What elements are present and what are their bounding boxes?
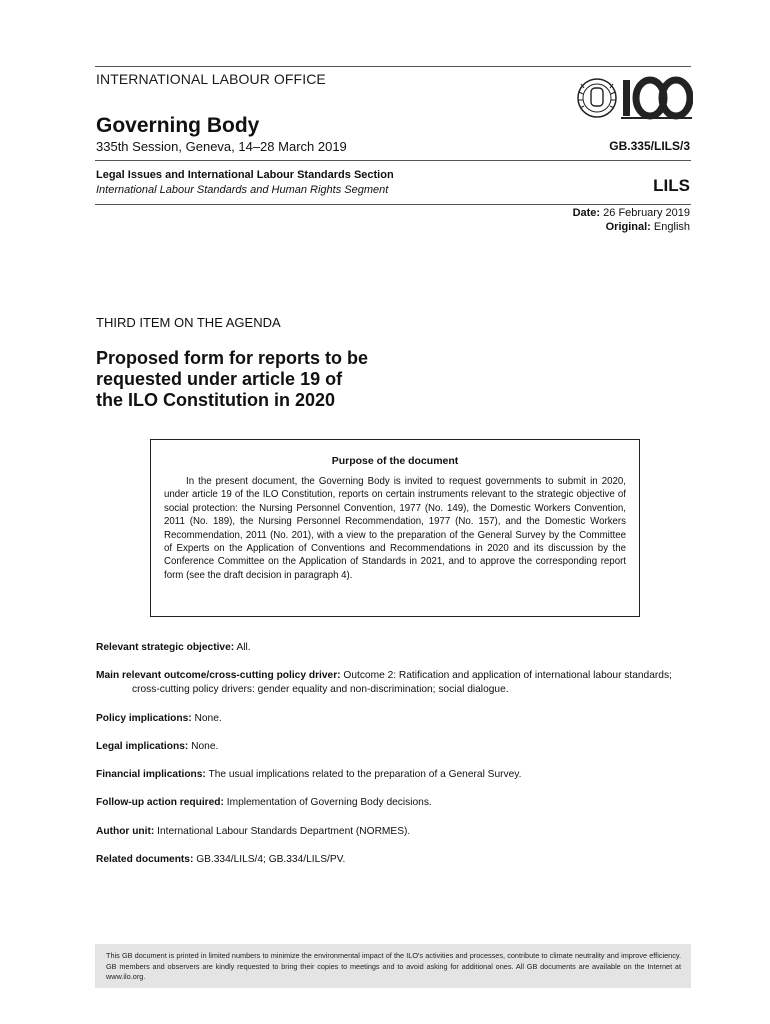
purpose-box [150, 439, 640, 617]
author-unit [96, 825, 666, 839]
purpose-body: In the present document, the Governing Body is invited to request governments to submit in 2020, under article 19 of the ILO Constitution, reports on certain instruments relevant to the strategic objective of social protection: the Nursing Personnel Convention, 1977 (No. 149), the Domestic Workers Convention, 2011 (No. 189), the Nursing Personnel Recommendation, 1977 (No. 157), and the Domestic Workers Recommendation, 2011 (No. 201), with a view to the preparation of the General Survey by the Committee of Experts on the Application of Conventions and Recommendations in 2020 and its discussion by the Conference Committee on the Application of Standards in 2021, and to approve the corresponding report form (see the draft decision in paragraph 4). [164, 476, 626, 581]
legal-label: Legal implications: [96, 741, 189, 752]
session-info: 335th Session, Geneva, 14–28 March 2019 [96, 139, 347, 154]
financial-value: The usual implications related to the preparation of a General Survey. [208, 769, 522, 780]
legal-implications [96, 740, 666, 754]
document-original [606, 221, 690, 233]
section-code: LILS [653, 176, 690, 195]
ilo-100-logo [575, 74, 693, 124]
document-title-line: the ILO Constitution in 2020 [96, 390, 336, 410]
main-outcome [96, 669, 702, 697]
outcome-value: Outcome 2: Ratification and application of international labour standards; cross-cutting policy drivers: gender equality and non-discrimination; social dialogue. [132, 670, 672, 695]
top-rule [95, 66, 691, 67]
strategic-label: Relevant strategic objective: [96, 642, 235, 653]
followup-value: Implementation of Governing Body decisions. [226, 797, 432, 808]
document-title-line: Proposed form for reports to be [96, 348, 369, 368]
related-documents [96, 853, 666, 867]
office-name: INTERNATIONAL LABOUR OFFICE [96, 71, 326, 87]
strategic-value: All. [236, 642, 251, 653]
author-label: Author unit: [96, 826, 155, 837]
footer-notice [95, 944, 691, 988]
original-label: Original: [605, 221, 651, 233]
legal-value: None. [191, 741, 219, 752]
document-title-line: requested under article 19 of [96, 369, 343, 389]
segment-name: International Labour Standards and Human Rights Segment [96, 184, 389, 196]
outcome-label: Main relevant outcome/cross-cutting policy driver: [96, 670, 341, 681]
footer-text: This GB document is printed in limited numbers to minimize the environmental impact of the ILO's activities and processes, contribute to climate neutrality and improve efficiency. GB members and observers are kindly requested to bring their copies to meetings and to avoid asking for additional ones. All GB documents are available on the Internet at www.ilo.org. [106, 951, 681, 981]
policy-value: None. [194, 713, 222, 724]
date-value: 26 February 2019 [603, 207, 690, 219]
policy-implications [96, 712, 666, 726]
purpose-heading: Purpose of the document [331, 455, 459, 467]
document-reference: GB.335/LILS/3 [609, 139, 690, 153]
strategic-objective [96, 641, 666, 655]
author-value: International Labour Standards Department (NORMES). [157, 826, 411, 837]
document-title [96, 348, 476, 411]
policy-label: Policy implications: [96, 713, 192, 724]
financial-implications [96, 768, 666, 782]
financial-label: Financial implications: [96, 769, 206, 780]
follow-up-action [96, 796, 666, 810]
governing-body-title: Governing Body [96, 114, 260, 137]
related-value: GB.334/LILS/4; GB.334/LILS/PV. [196, 854, 346, 865]
document-date [573, 207, 690, 219]
section-rule [95, 204, 691, 205]
agenda-item: THIRD ITEM ON THE AGENDA [96, 315, 281, 330]
title-rule [95, 160, 691, 161]
related-label: Related documents: [96, 854, 194, 865]
date-label: Date: [572, 207, 601, 219]
original-value: English [653, 221, 690, 233]
followup-label: Follow-up action required: [96, 797, 224, 808]
section-name: Legal Issues and International Labour Standards Section [96, 169, 394, 181]
